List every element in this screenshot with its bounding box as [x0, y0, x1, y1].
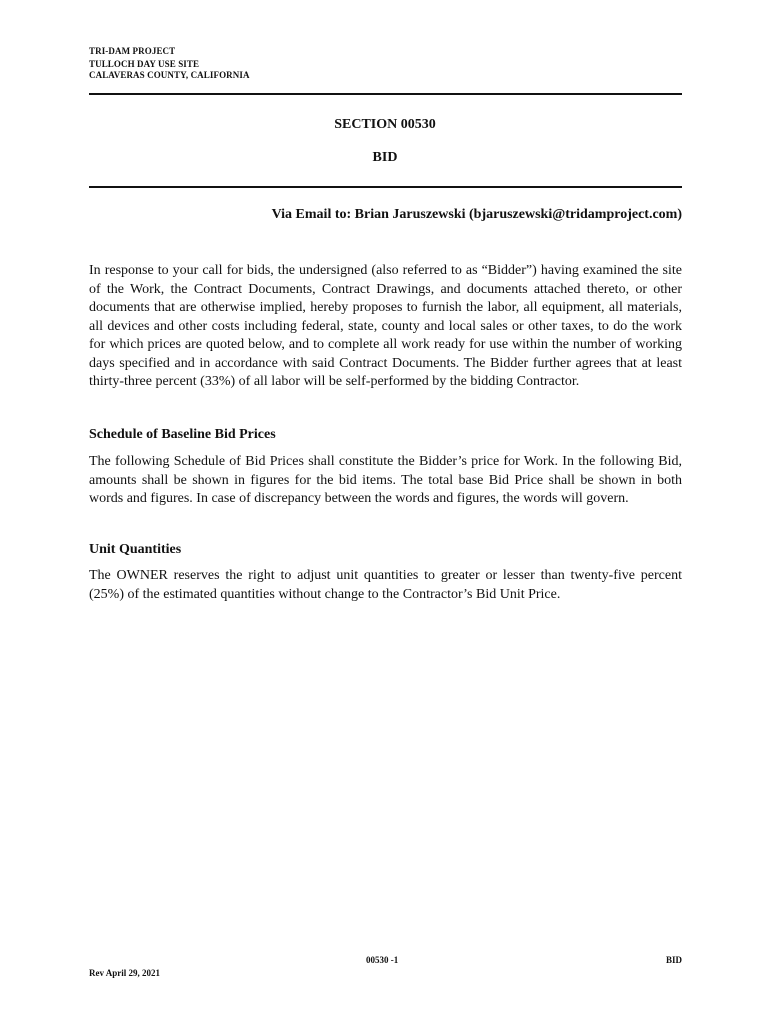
unit-quantities-paragraph: The OWNER reserves the right to adjust unit quantities to greater or lesser than twenty-five percent (25%) of the estimated quantities without change to the Contractor’s Bid Unit Price. [89, 568, 682, 602]
title-divider [89, 186, 682, 188]
via-email-line: Via Email to: Brian Jaruszewski (bjaruszewski@tridamproject.com) [271, 207, 682, 222]
header-site: TULLOCH DAY USE SITE [89, 59, 200, 69]
top-divider [89, 93, 682, 95]
revision-date: Rev April 29, 2021 [89, 968, 160, 978]
unit-quantities-heading: Unit Quantities [89, 542, 182, 557]
document-title: BID [372, 150, 398, 165]
header-location: CALAVERAS COUNTY, CALIFORNIA [89, 70, 250, 80]
footer-section-name: BID [665, 955, 682, 965]
section-title: SECTION 00530 [334, 117, 436, 132]
intro-paragraph: In response to your call for bids, the undersigned (also referred to as “Bidder”) having examined the site of the Work, the Contract Documents, Contract Drawings, and documents attached thereto, or other documents that are otherwise implied, hereby proposes to furnish the labor, all equipment, all materials, all devices and other costs including federal, state, county and local sales or other taxes, to do the work for which prices are quoted below, and to complete all work ready for use within the number of working days specified and in accordance with said Contract Documents. The Bidder further agrees that at least thirty-three percent (33%) of all labor will be self-performed by the bidding Contractor. [89, 263, 682, 389]
schedule-heading: Schedule of Baseline Bid Prices [89, 427, 276, 442]
page-number: 00530 -1 [366, 955, 399, 965]
header-project: TRI-DAM PROJECT [89, 46, 176, 56]
schedule-paragraph: The following Schedule of Bid Prices shall constitute the Bidder’s price for Work. In the following Bid, amounts shall be shown in figures for the bid items. The total base Bid Price shall be shown in both words and figures. In case of discrepancy between the words and figures, the words will govern. [89, 454, 682, 506]
